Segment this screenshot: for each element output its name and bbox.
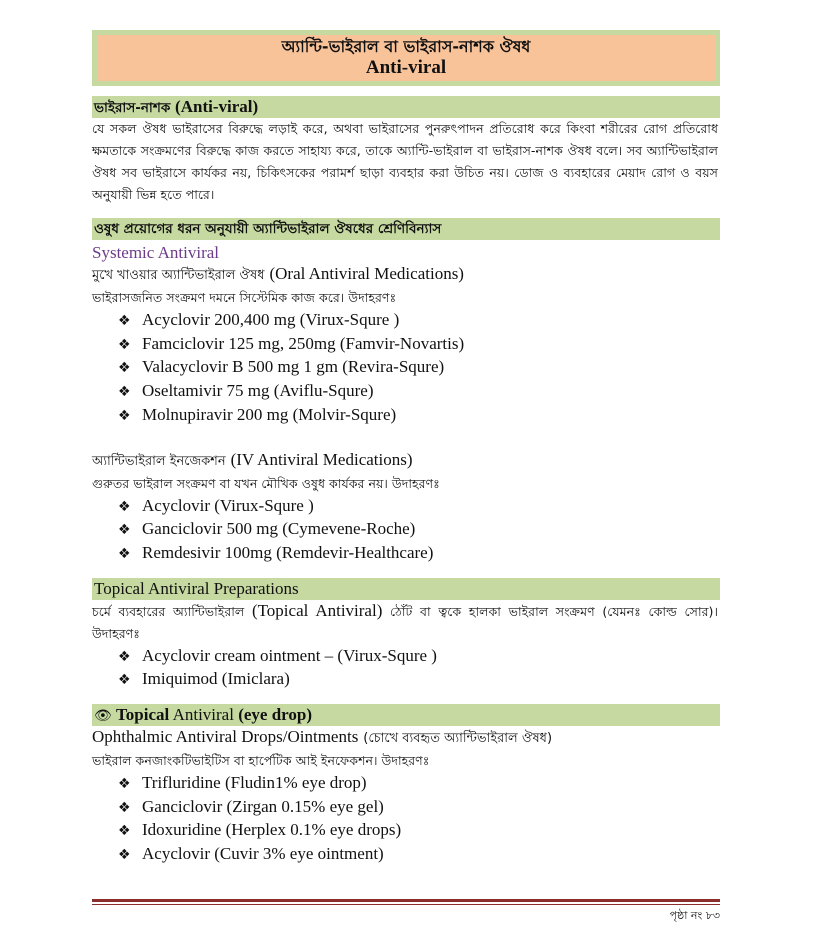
list-item: ❖ Acyclovir (Virux-Squre ) <box>118 495 720 519</box>
list-item: ❖ Trifluridine (Fludin1% eye drop) <box>118 772 720 796</box>
footer-divider <box>92 899 720 905</box>
diamond-bullet-icon: ❖ <box>118 799 131 816</box>
diamond-bullet-icon: ❖ <box>118 522 131 539</box>
list-item: ❖ Remdesivir 100mg (Remdevir-Healthcare) <box>118 542 720 566</box>
list-item: ❖ Molnupiravir 200 mg (Molvir-Squre) <box>118 404 720 428</box>
intro-heading-en: (Anti-viral) <box>175 97 259 116</box>
eye-drug-list <box>92 772 720 867</box>
list-item: ❖ Idoxuridine (Herplex 0.1% eye drops) <box>118 819 720 843</box>
diamond-bullet-icon: ❖ <box>118 648 131 665</box>
document-page <box>92 30 720 867</box>
diamond-bullet-icon: ❖ <box>118 407 131 424</box>
diamond-bullet-icon: ❖ <box>118 360 131 377</box>
eye-note: ভাইরাল কনজাংকটিভাইটিস বা হার্পেটিক আই ইনফেকশন। উদাহরণঃ <box>92 753 430 769</box>
oral-title <box>92 263 720 287</box>
list-item: ❖ Famciclovir 125 mg, 250mg (Famvir-Novartis) <box>118 333 720 357</box>
list-item: ❖ Valacyclovir B 500 mg 1 gm (Revira-Squre) <box>118 356 720 380</box>
list-item: ❖ Acyclovir cream ointment – (Virux-Squre ) <box>118 645 720 669</box>
diamond-bullet-icon: ❖ <box>118 823 131 840</box>
intro-paragraph: যে সকল ঔষধ ভাইরাসের বিরুদ্ধে লড়াই করে, অথবা ভাইরাসের পুনরুৎপাদন প্রতিরোধ করে কিংবা শরীরের রোগ প্রতিরোধ ক্ষমতাকে সংক্রমণের বিরুদ্ধে কাজ করতে সাহায্য করে, তাকে অ্যান্টি-ভাইরাল বা ভাইরাস-নাশক ঔষধ বলে। সব অ্যান্টিভাইরাল ঔষধ সব ভাইরাসে কার্যকর নয়, চিকিৎসকের পরামর্শ ছাড়া ব্যবহার করা উচিত নয়। ডোজ ও ব্যবহারের মেয়াদ রোগ ও বয়স অনুযায়ী ভিন্ন হতে পারে। <box>92 121 719 202</box>
eye-drop-heading: 👁︎ Topical Antiviral (eye drop) <box>92 704 720 726</box>
classification-heading: ওষুধ প্রয়োগের ধরন অনুযায়ী অ্যান্টিভাইরাল ঔষধের শ্রেণিবিন্যাস <box>92 218 720 240</box>
systemic-heading: Systemic Antiviral <box>92 243 220 262</box>
topical-heading: Topical Antiviral Preparations <box>92 578 720 600</box>
page-number: পৃষ্ঠা নং ৮৩ <box>669 909 720 922</box>
intro-heading <box>92 96 720 118</box>
topical-drug-list <box>92 645 720 692</box>
intro-heading-bn: ভাইরাস-নাশক <box>94 100 171 116</box>
diamond-bullet-icon: ❖ <box>118 384 131 401</box>
eye-icon: 👁︎ <box>94 708 112 725</box>
iv-title-en: (IV Antiviral Medications) <box>230 449 413 469</box>
list-item: ❖ Ganciclovir (Zirgan 0.15% eye gel) <box>118 796 720 820</box>
oral-title-bn: মুখে খাওয়ার অ্যান্টিভাইরাল ঔষধ <box>92 268 265 283</box>
iv-title <box>92 449 720 473</box>
iv-title-bn: অ্যান্টিভাইরাল ইনজেকশন <box>92 453 226 469</box>
oral-title-en: (Oral Antiviral Medications) <box>269 264 464 283</box>
diamond-bullet-icon: ❖ <box>118 776 131 793</box>
title-english: Anti-viral <box>365 57 447 78</box>
list-item: ❖ Ganciclovir 500 mg (Cymevene-Roche) <box>118 518 720 542</box>
eye-title <box>92 726 720 750</box>
diamond-bullet-icon: ❖ <box>118 847 131 864</box>
diamond-bullet-icon: ❖ <box>118 672 131 689</box>
eye-title-en: Ophthalmic Antiviral Drops/Ointments <box>92 727 359 747</box>
diamond-bullet-icon: ❖ <box>118 313 131 329</box>
topical-description: চর্মে ব্যবহারের অ্যান্টিভাইরাল (Topical Antiviral) ঠোঁট বা ত্বকে হালকা ভাইরাল সংক্রমণ (যেমনঃ কোল্ড সোর)। উদাহরণঃ <box>92 600 718 641</box>
oral-drug-list <box>92 309 720 428</box>
title-bangla: অ্যান্টি-ভাইরাল বা ভাইরাস-নাশক ঔষধ <box>281 37 531 56</box>
eye-title-bn: (চোখে ব্যবহৃত অ্যান্টিভাইরাল ঔষধ) <box>363 731 553 747</box>
list-item: ❖ Imiquimod (Imiclara) <box>118 668 720 692</box>
diamond-bullet-icon: ❖ <box>118 498 131 515</box>
iv-note: গুরুতর ভাইরাল সংক্রমণ বা যখন মৌখিক ওষুধ কার্যকর নয়। উদাহরণঃ <box>92 475 440 491</box>
title-box <box>92 30 720 86</box>
list-item: ❖ Acyclovir 200,400 mg (Virux-Squre ) <box>118 309 720 333</box>
oral-note: ভাইরাসজনিত সংক্রমণ দমনে সিস্টেমিক কাজ করে। উদাহরণঃ <box>92 290 397 305</box>
list-item: ❖ Acyclovir (Cuvir 3% eye ointment) <box>118 843 720 867</box>
diamond-bullet-icon: ❖ <box>118 545 131 562</box>
list-item: ❖ Oseltamivir 75 mg (Aviflu-Squre) <box>118 380 720 404</box>
iv-drug-list <box>92 495 720 566</box>
diamond-bullet-icon: ❖ <box>118 336 131 353</box>
